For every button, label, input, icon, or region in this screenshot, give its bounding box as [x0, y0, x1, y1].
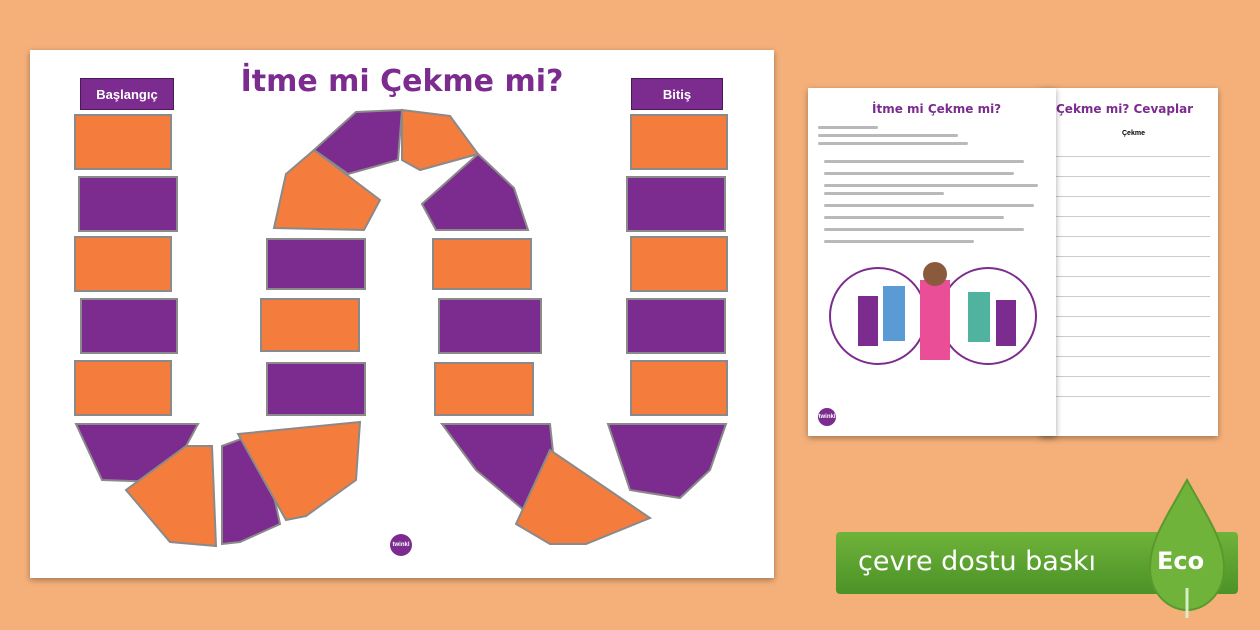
answers-sheet-title: Çekme mi? Cevaplar	[1056, 102, 1194, 116]
answer-row	[1048, 142, 1210, 157]
answer-row	[1048, 302, 1210, 317]
children-illustration	[828, 256, 1038, 376]
answer-row	[1048, 382, 1210, 397]
answer-row	[1048, 262, 1210, 277]
start-label: Başlangıç	[80, 78, 174, 110]
board-title: İtme mi Çekme mi?	[240, 64, 564, 99]
answer-row	[1048, 362, 1210, 377]
answers-column-header: Çekme	[1122, 130, 1145, 137]
answer-row	[1048, 162, 1210, 177]
answer-row	[1048, 322, 1210, 337]
text-line	[824, 172, 1014, 175]
eco-badge: Eco	[1157, 547, 1205, 575]
answer-row	[1048, 202, 1210, 217]
twinkl-logo: twinkl	[818, 408, 836, 426]
game-board-sheet	[30, 50, 774, 578]
answers-sheet	[1040, 88, 1218, 436]
board-curves	[30, 50, 774, 578]
text-line	[824, 216, 1004, 219]
twinkl-logo: twinkl	[390, 534, 412, 556]
text-line	[824, 160, 1024, 163]
eco-banner-text: çevre dostu baskı	[858, 546, 1097, 577]
text-line	[818, 142, 968, 145]
answer-row	[1048, 182, 1210, 197]
text-line	[818, 134, 958, 137]
text-line	[824, 228, 1024, 231]
text-line	[818, 126, 878, 129]
instructions-sheet	[808, 88, 1056, 436]
finish-label: Bitiş	[631, 78, 723, 110]
text-line	[824, 184, 1038, 187]
text-line	[824, 204, 1034, 207]
text-line	[824, 192, 944, 195]
text-line	[824, 240, 974, 243]
answer-row	[1048, 242, 1210, 257]
answer-row	[1048, 222, 1210, 237]
answer-row	[1048, 282, 1210, 297]
instructions-sheet-title: İtme mi Çekme mi?	[872, 102, 1002, 116]
answer-row	[1048, 342, 1210, 357]
